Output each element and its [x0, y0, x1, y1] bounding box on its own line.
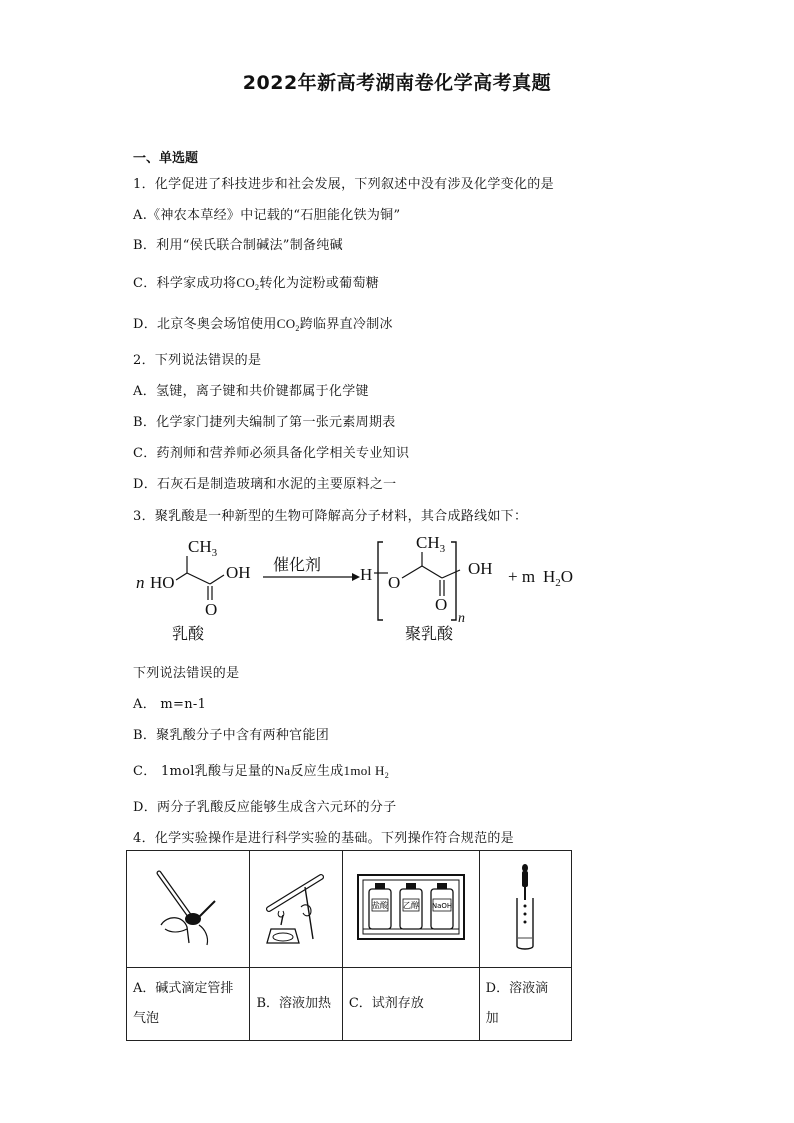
h-end-label: H — [360, 565, 373, 584]
bond-o-c — [402, 566, 422, 578]
water-label: $H_2O$ — [543, 567, 574, 589]
ohb-label: OH — [468, 559, 493, 578]
q4-image-a — [127, 851, 250, 968]
q4-option-a — [127, 968, 250, 1041]
coef-n: n — [136, 573, 145, 592]
q1-stem: 1．化学促进了科技进步和社会发展，下列叙述中没有涉及化学变化的是 — [133, 177, 554, 192]
q2-option-d: D．石灰石是制造玻璃和水泥的主要原料之一 — [133, 477, 397, 492]
q4-stem: 4．化学实验操作是进行科学实验的基础。下列操作符合规范的是 — [133, 831, 514, 846]
q3-c-h: 1mol H — [343, 763, 385, 778]
q4-d-line2: 加 — [485, 1011, 499, 1026]
q1-d-pre: D．北京冬奥会场馆使用 — [133, 317, 277, 332]
reagent-shelf-illustration — [356, 873, 466, 941]
q4-image-c — [342, 851, 479, 968]
bond-c-bracket — [442, 570, 460, 578]
bottle-label-hcl: 盐酸 — [371, 901, 388, 910]
ob-label: O — [435, 595, 448, 614]
ch3b-label: $CH_3$ — [416, 533, 446, 555]
q1-c-formula: CO — [236, 275, 256, 290]
bond-ho-c — [176, 573, 187, 580]
burette-bubble-illustration — [153, 867, 223, 947]
reaction-arrowhead — [352, 573, 360, 581]
q3-c-mid: 反应生成 — [290, 764, 344, 779]
label-polylactic-acid: 聚乳酸 — [405, 624, 454, 643]
bracket-right — [451, 542, 456, 620]
q2-option-b: B．化学家门捷列夫编制了第一张元素周期表 — [133, 415, 396, 430]
page-title: 2022年新高考湖南卷化学高考真题 — [242, 72, 552, 94]
q3-stem: 3．聚乳酸是一种新型的生物可降解高分子材料，其合成路线如下： — [133, 509, 528, 524]
q1-d-formula: CO — [276, 316, 296, 331]
q4-a-line1: A．碱式滴定管排 — [133, 981, 234, 996]
q1-option-b: B．利用“侯氏联合制碱法”制备纯碱 — [133, 238, 343, 253]
q2-stem: 2．下列说法错误的是 — [133, 353, 262, 368]
oh-label: OH — [226, 563, 251, 582]
dropper-illustration — [505, 862, 545, 952]
q1-d-sub: 2 — [295, 324, 300, 333]
q3-c-sub: 2 — [384, 771, 390, 780]
n-subscript: n — [458, 611, 465, 626]
q1-option-a: A.《神农本草经》中记载的“石胆能化铁为铜” — [133, 208, 401, 223]
section-heading: 一、单选题 — [133, 151, 199, 166]
q1-c-sub: 2 — [255, 283, 260, 292]
ho-label: HO — [150, 573, 175, 592]
q3-c-na: Na — [274, 763, 291, 778]
q3-option-c — [133, 760, 389, 780]
label-lactic-acid: 乳酸 — [172, 624, 205, 643]
q1-c-pre: C．科学家成功将 — [133, 276, 237, 291]
q3-option-a: A． m=n-1 — [133, 697, 207, 712]
bracket-left — [378, 542, 383, 620]
q4-option-d — [479, 968, 571, 1041]
bond-c-oh — [210, 575, 224, 584]
q1-option-d — [133, 313, 393, 333]
bottle-label-ethanol: 乙醇 — [402, 901, 419, 910]
q4-option-c: C．试剂存放 — [342, 968, 479, 1041]
o-label: O — [205, 600, 218, 619]
q3-option-d: D．两分子乳酸反应能够生成含六元环的分子 — [133, 800, 397, 815]
q4-d-line1: D．溶液滴 — [485, 981, 549, 996]
q2-option-a: A．氢键，离子键和共价键都属于化学键 — [133, 384, 369, 399]
ch3-label: $CH_3$ — [188, 537, 218, 559]
bottle-naoh — [431, 883, 453, 929]
o-link-label: O — [388, 573, 401, 592]
q4-image-d — [479, 851, 571, 968]
q1-c-post: 转化为淀粉或葡萄糖 — [259, 276, 380, 291]
q3-c-pre: C． 1mol乳酸与足量的 — [133, 764, 275, 779]
q4-options-table — [126, 850, 572, 1041]
q4-a-line2: 气泡 — [133, 1011, 160, 1026]
bottle-ethanol — [400, 883, 422, 929]
bottle-hcl — [369, 883, 391, 929]
q3-prompt: 下列说法错误的是 — [133, 666, 240, 681]
q1-d-post: 跨临界直冷制冰 — [299, 317, 393, 332]
tube-heating-illustration — [261, 867, 331, 947]
bond-c-c — [422, 566, 442, 578]
q3-option-b: B．聚乳酸分子中含有两种官能团 — [133, 728, 330, 743]
catalyst-label: 催化剂 — [273, 555, 322, 574]
plus-m: + m — [508, 567, 536, 586]
bottle-label-naoh: NaOH — [431, 902, 452, 910]
q1-option-c — [133, 272, 379, 292]
bond-c-cooh — [187, 573, 210, 584]
q4-option-b: B．溶液加热 — [250, 968, 342, 1041]
q4-image-b — [250, 851, 342, 968]
q2-option-c: C．药剂师和营养师必须具备化学相关专业知识 — [133, 446, 410, 461]
reaction-scheme — [130, 530, 600, 650]
